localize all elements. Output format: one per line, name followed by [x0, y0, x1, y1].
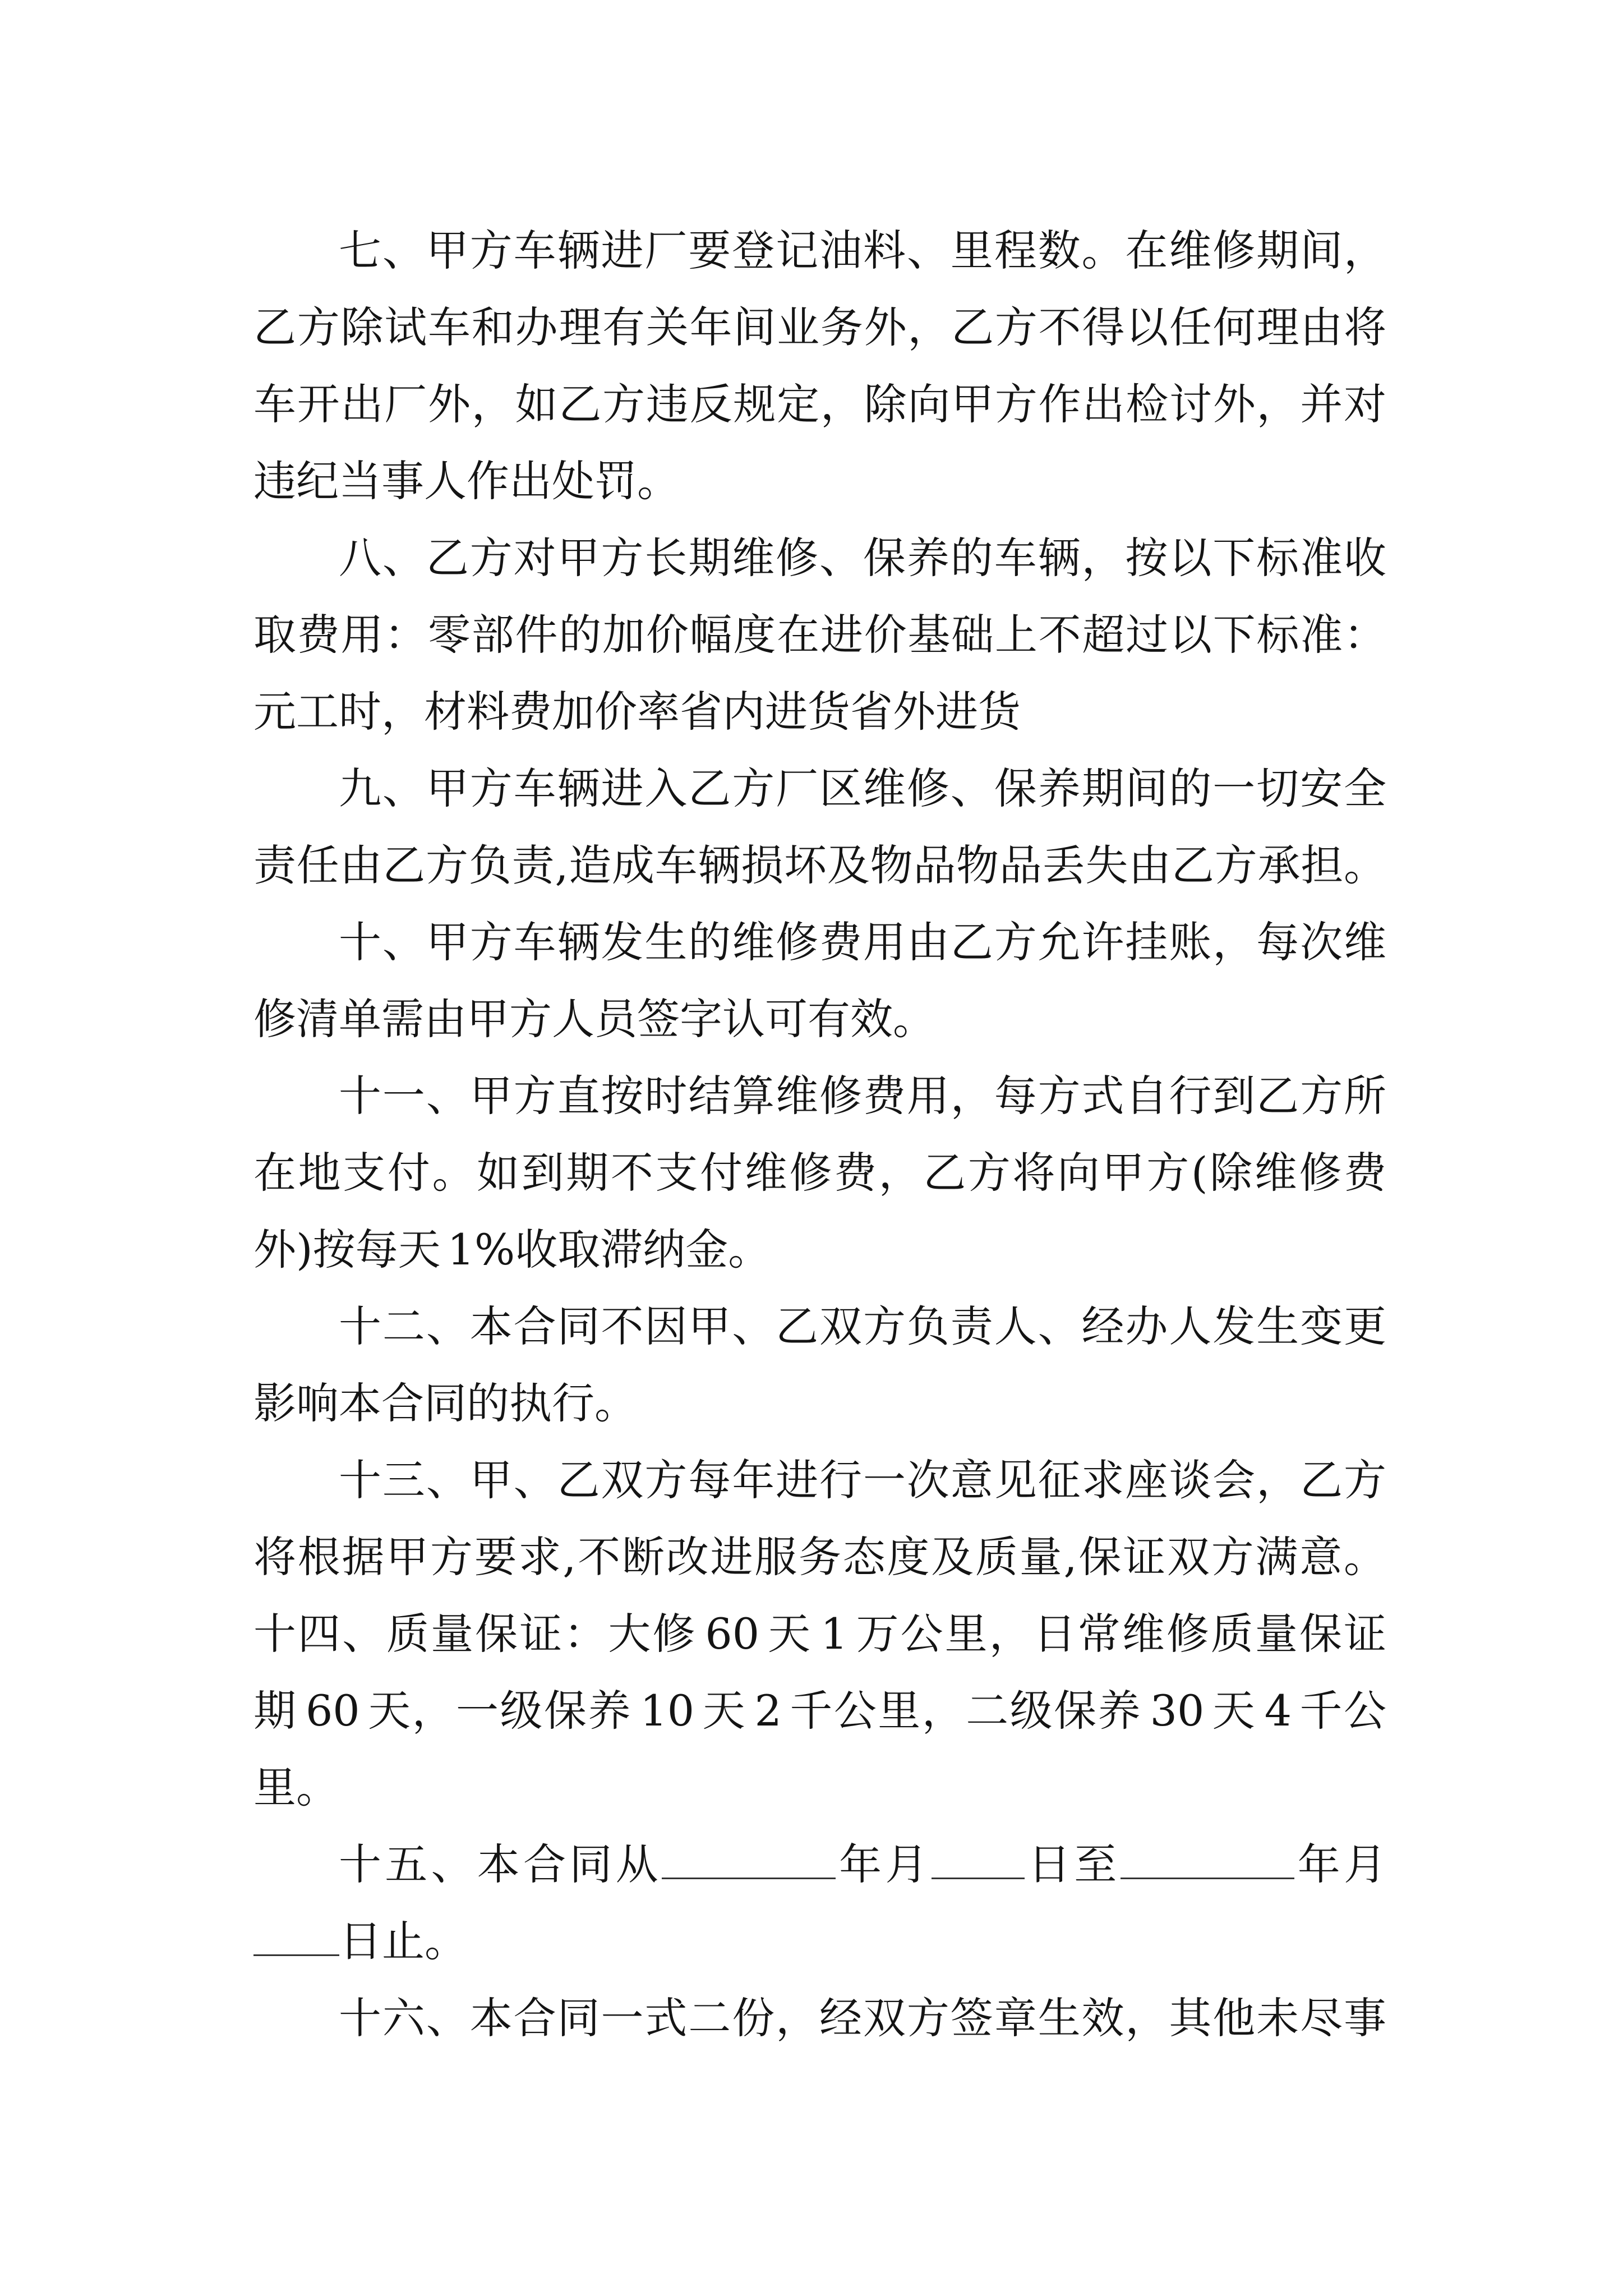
clause-paragraph-15 [253, 1826, 1386, 1980]
text-line: 影响本合同的执行。 [253, 1378, 637, 1428]
text-line [253, 1903, 1386, 1980]
blank-underline-day [932, 1841, 1025, 1879]
text-line: 十二、本合同不因甲、乙双方负责人、经办人发生变更 [339, 1301, 1386, 1351]
clause-paragraph-12 [253, 1288, 1386, 1442]
text-line: 修清单需由甲方人员签字认可有效。 [253, 994, 935, 1044]
blank-underline-day [253, 1918, 339, 1956]
text-line: 乙方除试车和办理有关年间业务外，乙方不得以任何理由将 [253, 302, 1386, 352]
clause-paragraph-13 [253, 1442, 1386, 1595]
clause-paragraph-10 [253, 904, 1386, 1057]
text-line: 十、甲方车辆发生的维修费用由乙方允许挂账，每次维 [339, 917, 1386, 967]
text-line [253, 1826, 1386, 1903]
clause-text: 日至 [1024, 1839, 1121, 1889]
clause-paragraph-16 [253, 1980, 1386, 2056]
text-line: 八、乙方对甲方长期维修、保养的车辆，按以下标准收 [339, 533, 1386, 583]
text-line: 将根据甲方要求,不断改进服务态度及质量,保证双方满意。 [253, 1532, 1386, 1582]
text-line: 在地支付。如到期不支付维修费，乙方将向甲方(除维修费 [253, 1148, 1386, 1198]
clause-text: 日止。 [339, 1916, 467, 1966]
clause-text: 年月 [835, 1839, 932, 1889]
text-line: 十三、甲、乙双方每年进行一次意见征求座谈会，乙方 [339, 1455, 1386, 1505]
text-line: 车开出厂外，如乙方违反规定，除向甲方作出检讨外，并对 [253, 379, 1386, 429]
text-line: 责任由乙方负责,造成车辆损坏及物品物品丢失由乙方承担。 [253, 840, 1386, 890]
text-line: 九、甲方车辆进入乙方厂区维修、保养期间的一切安全 [339, 763, 1386, 813]
clause-text: 年月 [1294, 1839, 1386, 1889]
text-line: 十四、质量保证：大修 60 天 1 万公里，日常维修质量保证 [253, 1609, 1386, 1659]
text-line: 外)按每天 1%收取滞纳金。 [253, 1225, 771, 1274]
contract-body [253, 212, 1386, 2056]
clause-paragraph-8 [253, 519, 1386, 750]
text-line: 违纪当事人作出处罚。 [253, 456, 680, 506]
clause-paragraph-9 [253, 750, 1386, 904]
text-line: 元工时，材料费加价率省内进货省外进货 [253, 687, 1021, 737]
text-line: 期 60 天，一级保养 10 天 2 千公里，二级保养 30 天 4 千公 [253, 1686, 1386, 1736]
clause-paragraph-14 [253, 1595, 1386, 1826]
clause-text: 十五、本合同从 [339, 1839, 662, 1889]
blank-underline-year [1121, 1841, 1294, 1879]
clause-paragraph-11 [253, 1057, 1386, 1288]
blank-underline-year [662, 1841, 836, 1879]
text-line: 里。 [253, 1763, 339, 1812]
text-line: 七、甲方车辆进厂要登记油料、里程数。在维修期间， [339, 226, 1386, 275]
text-line: 十一、甲方直按时结算维修费用，每方式自行到乙方所 [339, 1071, 1386, 1121]
text-line: 取费用：零部件的加价幅度在进价基础上不超过以下标准： [253, 610, 1386, 660]
text-line: 十六、本合同一式二份，经双方签章生效，其他未尽事 [339, 1993, 1386, 2043]
clause-paragraph-7 [253, 212, 1386, 519]
